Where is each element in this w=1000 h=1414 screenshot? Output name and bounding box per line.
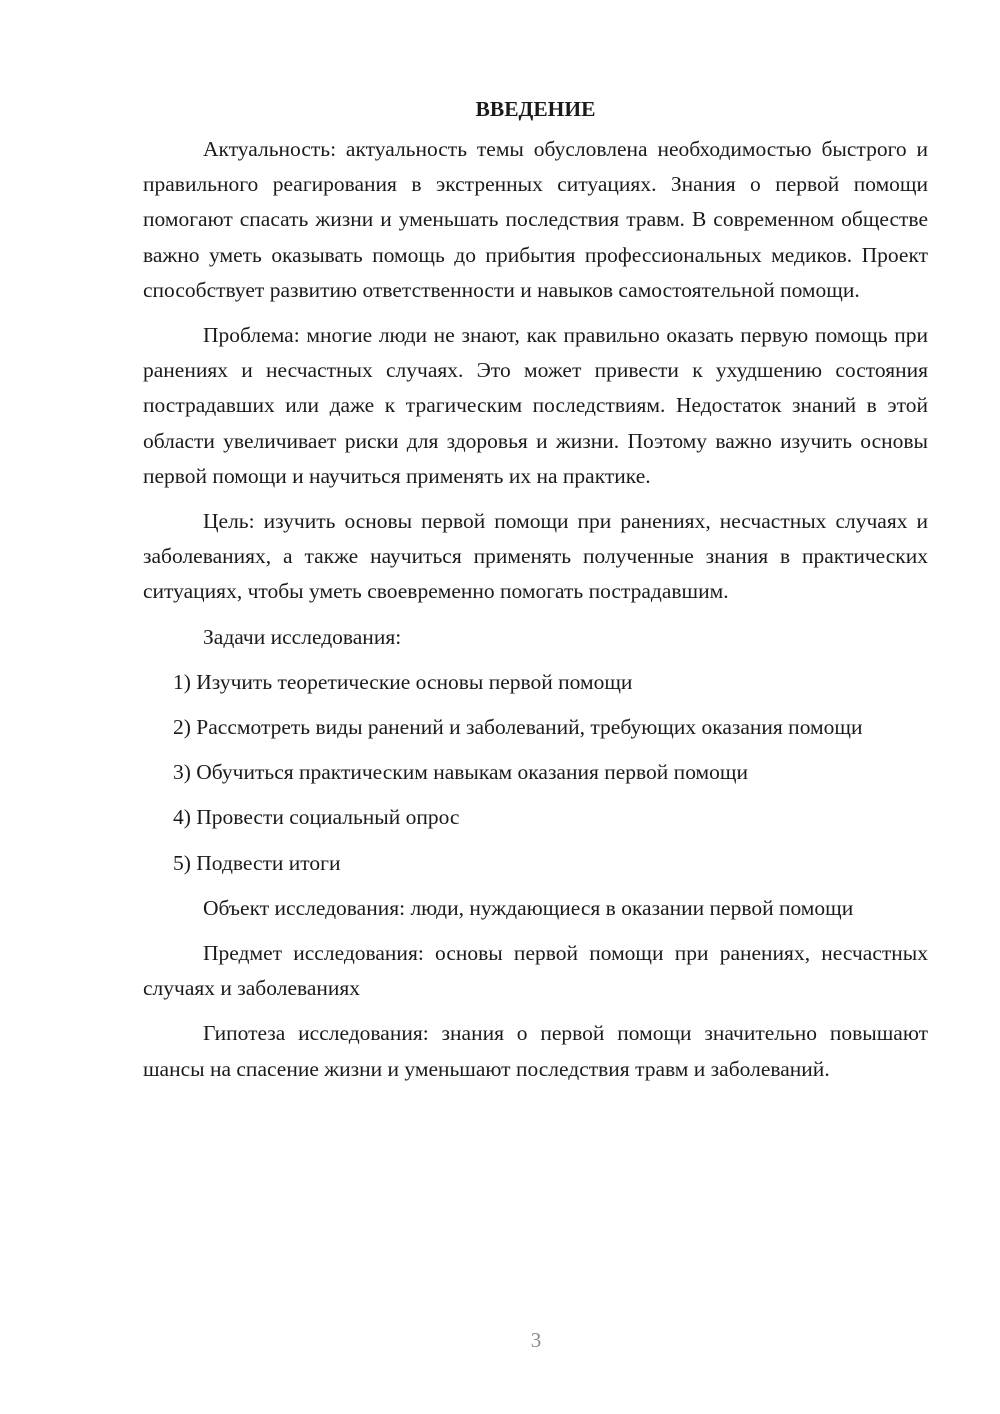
goal-paragraph: Цель: изучить основы первой помощи при ранениях, несчастных случаях и заболеваниях, а также научиться применять полученные знания в практических ситуациях, чтобы уметь своевременно помогать пострадавшим.: [143, 509, 928, 604]
task-item-1: 1) Изучить теоретические основы первой помощи: [173, 669, 633, 694]
task-item-2: 2) Рассмотреть виды ранений и заболеваний, требующих оказания помощи: [173, 715, 863, 740]
object-paragraph: Объект исследования: люди, нуждающиеся в оказании первой помощи: [203, 895, 854, 920]
task-item-4: 4) Провести социальный опрос: [173, 805, 460, 830]
relevance-paragraph: Актуальность: актуальность темы обусловлена необходимостью быстрого и правильного реагирования в экстренных ситуациях. Знания о первой помощи помогают спасать жизни и уменьшать последствия травм. В современном обществе важно уметь оказывать помощь до прибытия профессиональных медиков. Проект способствует развитию ответственности и навыков самостоятельной помощи.: [143, 137, 928, 302]
hypothesis-paragraph: Гипотеза исследования: знания о первой помощи значительно повышают шансы на спасение жизни и уменьшают последствия травм и заболеваний.: [143, 1021, 928, 1081]
page-number: 3: [530, 1328, 542, 1352]
document-page: [143, 92, 928, 1097]
tasks-heading: Задачи исследования:: [203, 624, 402, 649]
page-title: ВВЕДЕНИЕ: [475, 97, 596, 121]
problem-paragraph: Проблема: многие люди не знают, как правильно оказать первую помощь при ранениях и несчастных случаях. Это может привести к ухудшению состояния пострадавших или даже к трагическим последствиям. Недостаток знаний в этой области увеличивает риски для здоровья и жизни. Поэтому важно изучить основы первой помощи и научиться применять их на практике.: [143, 323, 928, 488]
task-item-3: 3) Обучиться практическим навыкам оказания первой помощи: [173, 760, 748, 785]
subject-paragraph: Предмет исследования: основы первой помощи при ранениях, несчастных случаях и заболеваниях: [143, 941, 928, 1001]
task-item-5: 5) Подвести итоги: [173, 850, 341, 875]
